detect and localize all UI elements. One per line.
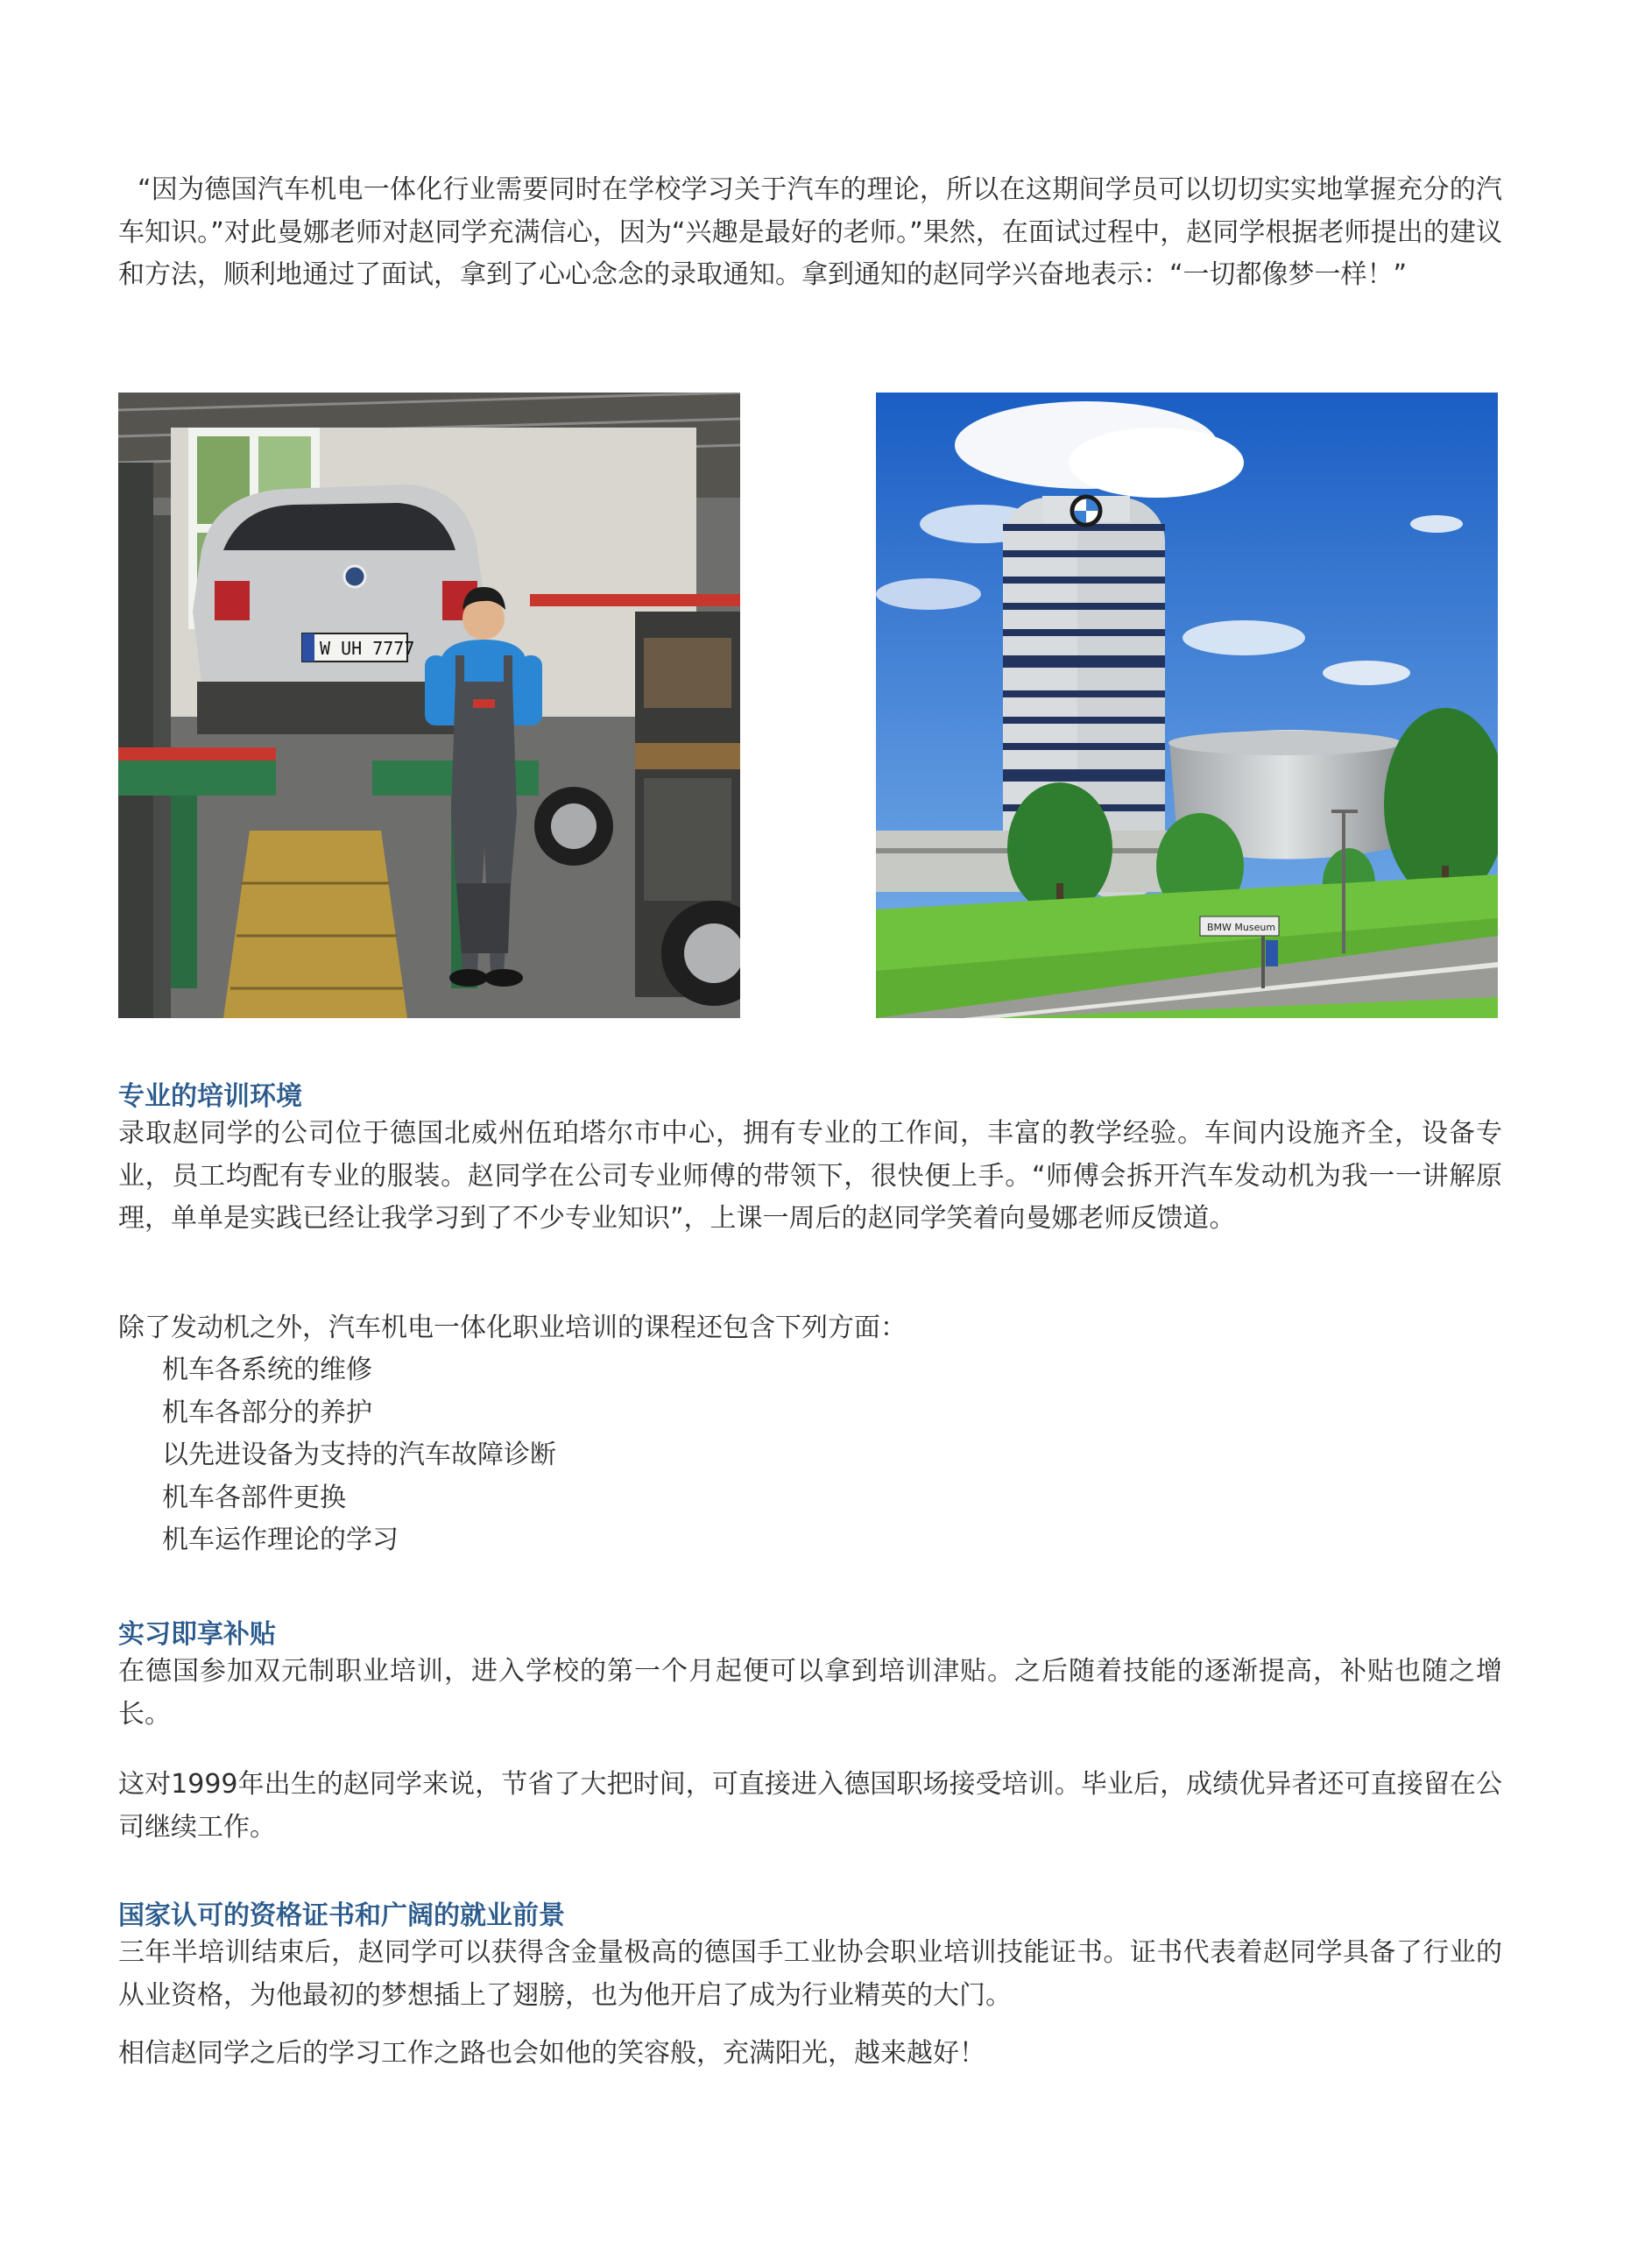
bmw-tower-photo (876, 393, 1498, 1018)
section-heading-internship-subsidy: 实习即享补贴 (118, 1619, 276, 1650)
list-item: 机车各系统的维修 (162, 1355, 372, 1385)
intro-paragraph: “因为德国汽车机电一体化行业需要同时在学校学习关于汽车的理论，所以在这期间学员可以切切实实地掌握充分的汽车知识。”对此曼娜老师对赵同学充满信心，因为“兴趣是最好的老师。”果然，在面试过程中，赵同学根据老师提出的建议和方法，顺利地通过了面试，拿到了心心念念的录取通知。拿到通知的赵同学兴奋地表示：“一切都像梦一样！” (118, 174, 1502, 290)
license-plate-text: W UH 7777 (320, 638, 415, 659)
section1-paragraph2: 除了发动机之外，汽车机电一体化职业培训的课程还包含下列方面： (118, 1313, 907, 1343)
section-heading-training-environment: 专业的培训环境 (118, 1081, 302, 1112)
section3-paragraph2: 相信赵同学之后的学习工作之路也会如他的笑容般，充满阳光，越来越好！ (118, 2038, 985, 2069)
list-item: 机车各部件更换 (162, 1482, 346, 1513)
list-item: 机车各部分的养护 (162, 1397, 372, 1428)
museum-sign-text: BMW Museum (1207, 922, 1276, 933)
workshop-photo (118, 393, 740, 1018)
section2-paragraph1: 在德国参加双元制职业培训，进入学校的第一个月起便可以拿到培训津贴。之后随着技能的逐渐提高，补贴也随之增长。 (118, 1656, 1502, 1730)
list-item: 机车运作理论的学习 (162, 1525, 399, 1555)
section2-paragraph2: 这对1999年出生的赵同学来说，节省了大把时间，可直接进入德国职场接受培训。毕业后，成绩优异者还可直接留在公司继续工作。 (118, 1769, 1502, 1843)
section3-paragraph1: 三年半培训结束后，赵同学可以获得含金量极高的德国手工业协会职业培训技能证书。证书代表着赵同学具备了行业的从业资格，为他最初的梦想插上了翅膀，也为他开启了成为行业精英的大门。 (118, 1937, 1502, 2011)
course-list (118, 1349, 556, 1562)
section1-paragraph1: 录取赵同学的公司位于德国北威州伍珀塔尔市中心，拥有专业的工作间，丰富的教学经验。车间内设施齐全，设备专业，员工均配有专业的服装。赵同学在公司专业师傅的带领下，很快便上手。“师傅会拆开汽车发动机为我一一讲解原理，单单是实践已经让我学习到了不少专业知识”，上课一周后的赵同学笑着向曼娜老师反馈道。 (118, 1118, 1502, 1234)
section-heading-certificate-prospects: 国家认可的资格证书和广阔的就业前景 (118, 1900, 565, 1931)
list-item: 以先进设备为支持的汽车故障诊断 (162, 1440, 556, 1470)
